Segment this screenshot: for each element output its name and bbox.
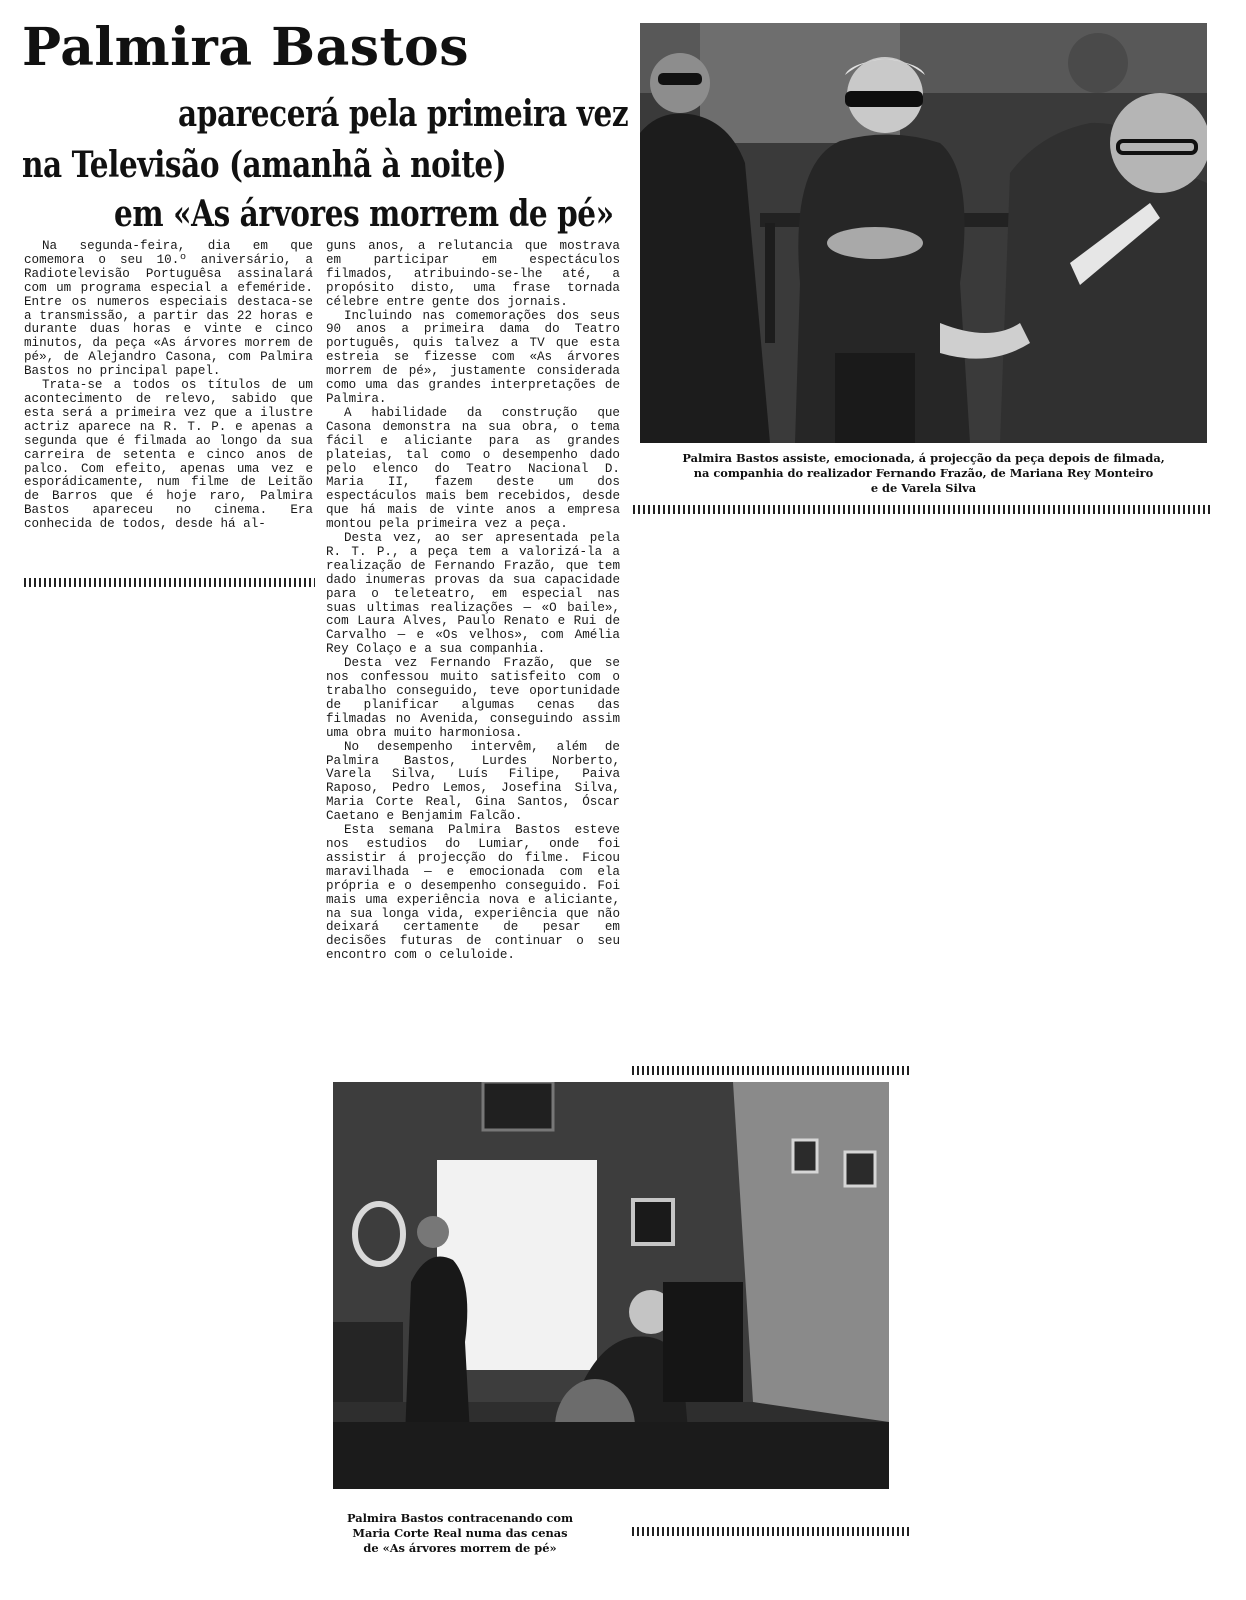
article-paragraph: Incluindo nas comemorações dos seus 90 anos a primeira dama do Teatro português, quis talvez a TV que esta estreia se fizesse com «As árvores morrem de pé», justamente considerada como uma das grandes interpretações de Palmira.	[326, 308, 620, 406]
headline-line-3: na Televisão (amanhã à noite)	[22, 144, 507, 186]
photo-caption-bottom	[320, 1511, 600, 1556]
article-paragraph-continued: guns anos, a relutancia que mostrava em participar em espectáculos filmados, atribuindo-se-lhe até, a propósito disto, uma frase tornada célebre entre gente dos jornais.	[326, 239, 620, 309]
column-divider	[24, 578, 315, 587]
article-paragraph: Desta vez, ao ser apresentada pela R. T. P., a peça tem a valorizá-la a realização de Fernando Frazão, que tem dado inumeras provas da sua capacidade para o teleteatro, em especial nas suas ultimas realizações — «O baile», com Laura Alves, Paulo Renato e Rui de Carvalho — e «Os velhos», com Amélia Rey Colaço e a sua companhia.	[326, 531, 620, 657]
article-paragraph: Trata-se a todos os títulos de um acontecimento de relevo, sabido que esta será a primeira vez que a ilustre actriz aparece na R. T. P. e apenas a segunda que é filmada ao longo da sua carreira de setenta e cinco anos de palco. Com efeito, apenas uma vez e esporádicamente, num filme de Leitão de Barros que é hoje raro, Palmira Bastos apareceu no cinema. Era conhecida de todos, desde há al-	[24, 378, 313, 532]
caption-line: Palmira Bastos contracenando com	[346, 1511, 574, 1525]
headline-line-4: em «As árvores morrem de pé»	[114, 193, 614, 235]
caption-line: Maria Corte Real numa das cenas	[352, 1526, 568, 1540]
article-paragraph: Desta vez Fernando Frazão, que se nos confessou muito satisfeito com o trabalho conseguido, teve oportunidade de planificar algumas cenas das filmadas no Avenida, conseguindo assim uma obra muito harmoniosa.	[326, 656, 620, 740]
article-column-right	[326, 240, 620, 963]
photo-screening	[640, 23, 1207, 443]
caption-line: e de Varela Silva	[870, 481, 977, 495]
photo-play-scene	[333, 1082, 889, 1489]
article-paragraph: Na segunda-feira, dia em que comemora o seu 10.º aniversário, a Radiotelevisão Portuguêsa assinalará com um programa especial a efeméride. Entre os numeros especiais destaca-se a transmissão, a partir das 22 horas e durante duas horas e vinte e cinco minutos, da peça «As árvores morrem de pé», de Alejandro Casona, com Palmira Bastos no principal papel.	[24, 239, 313, 379]
photo-divider	[632, 1066, 912, 1075]
article-paragraph: No desempenho intervêm, além de Palmira Bastos, Lurdes Norberto, Varela Silva, Luís Filipe, Paiva Raposo, Pedro Lemos, Josefina Silva, Maria Corte Real, Gina Santos, Óscar Caetano e Benjamim Falcão.	[326, 739, 620, 824]
article-paragraph: Esta semana Palmira Bastos esteve nos estudios do Lumiar, onde foi assistir á projecção do filme. Ficou maravilhada — e emocionada com ela própria e o desempenho conseguido. Foi mais uma experiência nova e aliciante, na sua longa vida, experiência que não deixará certamente de pesar em decisões futuras de continuar o seu encontro com o celuloide.	[326, 823, 620, 963]
article-paragraph: A habilidade da construção que Casona demonstra na sua obra, o tema fácil e aliciante para as grandes plateias, tal como o desempenho dado pelo elenco do Teatro Nacional D. Maria II, fazem deste um dos espectáculos mais bem recebidos, desde que há mais de vinte anos a empresa montou pela primeira vez a peça.	[326, 405, 620, 532]
photo-divider	[633, 505, 1211, 514]
photo-caption-top	[640, 451, 1207, 496]
photo-divider	[632, 1527, 912, 1536]
caption-line: Palmira Bastos assiste, emocionada, á projecção da peça depois de filmada,	[682, 451, 1165, 465]
caption-line: na companhia do realizador Fernando Frazão, de Mariana Rey Monteiro	[693, 466, 1154, 480]
caption-line: de «As árvores morrem de pé»	[363, 1541, 557, 1555]
headline-title: Palmira Bastos	[22, 17, 470, 78]
article-column-left	[24, 240, 313, 532]
headline-line-2: aparecerá pela primeira vez	[178, 93, 629, 135]
